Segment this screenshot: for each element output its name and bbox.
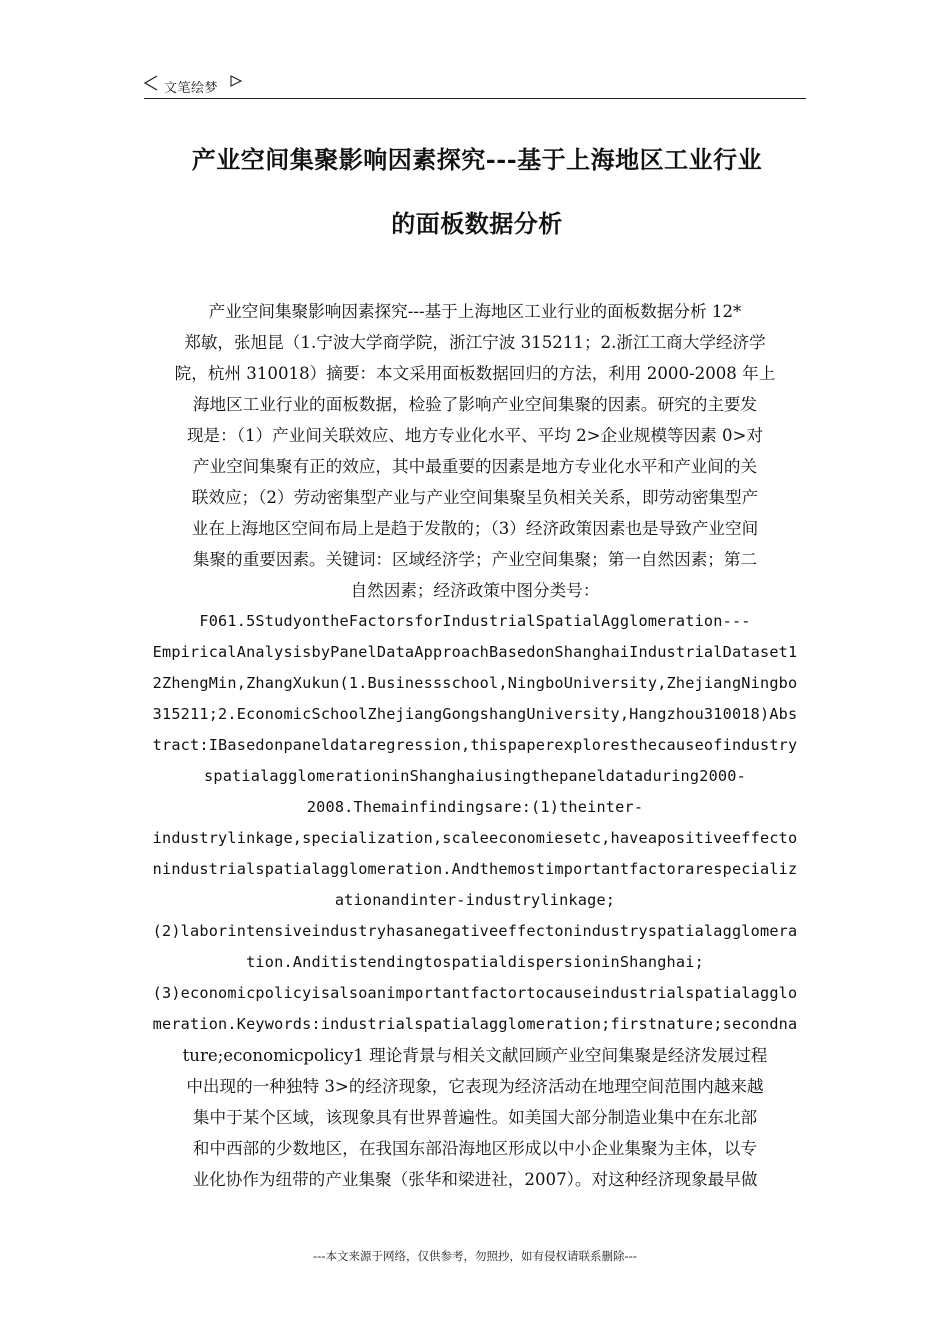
body-line: (2)laborintensiveindustryhasanegativeeffectonindustryspatialagglomera <box>152 922 798 940</box>
body-line: 集中于某个区域，该现象具有世界普遍性。如美国大部分制造业集中在东北部 <box>192 1108 758 1127</box>
body-line: 现是：（1）产业间关联效应、地方专业化水平、平均 2>企业规模等因素 0>对 <box>186 426 764 445</box>
body-line: 2ZhengMin,ZhangXukun(1.Businessschool,NingboUniversity,ZhejiangNingbo <box>152 674 798 692</box>
body-line: 产业空间集聚影响因素探究---基于上海地区工业行业的面板数据分析 12* <box>208 302 742 321</box>
body-line: 自然因素；经济政策中图分类号： <box>350 581 600 600</box>
body-line: 中出现的一种独特 3>的经济现象，它表现为经济活动在地理空间范围内越来越 <box>186 1077 764 1096</box>
body-line: 315211;2.EconomicSchoolZhejiangGongshangUniversity,Hangzhou310018)Abs <box>152 705 798 723</box>
body-line: 郑敏，张旭昆（1.宁波大学商学院，浙江宁波 315211；2.浙江工商大学经济学 <box>184 333 766 352</box>
body-line: industrylinkage,specialization,scaleeconomiesetc,haveapositiveeffecto <box>152 829 798 847</box>
header-brand: 文笔绘梦 <box>164 81 219 96</box>
body-paragraph <box>144 296 806 1195</box>
body-line: 业化协作为纽带的产业集聚（张华和梁进社，2007）。对这种经济现象最早做 <box>192 1170 758 1189</box>
body-line: tion.AnditistendingtospatialdispersioninShanghai; <box>246 953 704 971</box>
body-line: 集聚的重要因素。关键词：区域经济学；产业空间集聚；第一自然因素；第二 <box>192 550 758 569</box>
body-line: nindustrialspatialagglomeration.Andthemostimportantfactorarespecializ <box>152 860 798 878</box>
body-line: 联效应；（2）劳动密集型产业与产业空间集聚呈负相关关系，即劳动密集型产 <box>191 488 759 507</box>
body-line: 2008.Themainfindingsare:(1)theinter- <box>306 798 644 816</box>
document-title <box>150 128 804 256</box>
body-line: 海地区工业行业的面板数据，检验了影响产业空间集聚的因素。研究的主要发 <box>192 395 758 414</box>
body-line: 产业空间集聚有正的效应，其中最重要的因素是地方专业化水平和产业间的关 <box>192 457 758 476</box>
body-line: meration.Keywords:industrialspatialagglomeration;firstnature;secondna <box>152 1015 798 1033</box>
triangle-left-icon <box>144 75 158 91</box>
body-line: EmpiricalAnalysisbyPanelDataApproachBasedonShanghaiIndustrialDataset1 <box>152 643 798 661</box>
title-line-2: 的面板数据分析 <box>391 209 563 238</box>
triangle-right-icon <box>230 75 242 87</box>
body-line: 和中西部的少数地区，在我国东部沿海地区形成以中小企业集聚为主体，以专 <box>192 1139 758 1158</box>
body-line: 业在上海地区空间布局上是趋于发散的；（3）经济政策因素也是导致产业空间 <box>191 519 759 538</box>
body-line: spatialagglomerationinShanghaiusingthepaneldataduring2000- <box>204 767 746 785</box>
page-footer: ---本文来源于网络，仅供参考，勿照抄，如有侵权请联系删除--- <box>313 1249 637 1263</box>
page-header <box>144 74 806 99</box>
title-line-1: 产业空间集聚影响因素探究---基于上海地区工业行业 <box>191 145 763 174</box>
body-line: F061.5StudyontheFactorsforIndustrialSpatialAgglomeration--- <box>199 612 751 630</box>
body-line: 院，杭州 310018）摘要：本文采用面板数据回归的方法，利用 2000-2008 年上 <box>174 364 776 383</box>
body-line: ationandinter-industrylinkage; <box>334 891 616 909</box>
body-line: (3)economicpolicyisalsoanimportantfactortocauseindustrialspatialagglo <box>152 984 798 1002</box>
body-line: tract:IBasedonpaneldataregression,thispaperexploresthecauseofindustry <box>152 736 798 754</box>
body-line: ture;economicpolicy1 理论背景与相关文献回顾产业空间集聚是经济发展过程 <box>182 1046 768 1065</box>
